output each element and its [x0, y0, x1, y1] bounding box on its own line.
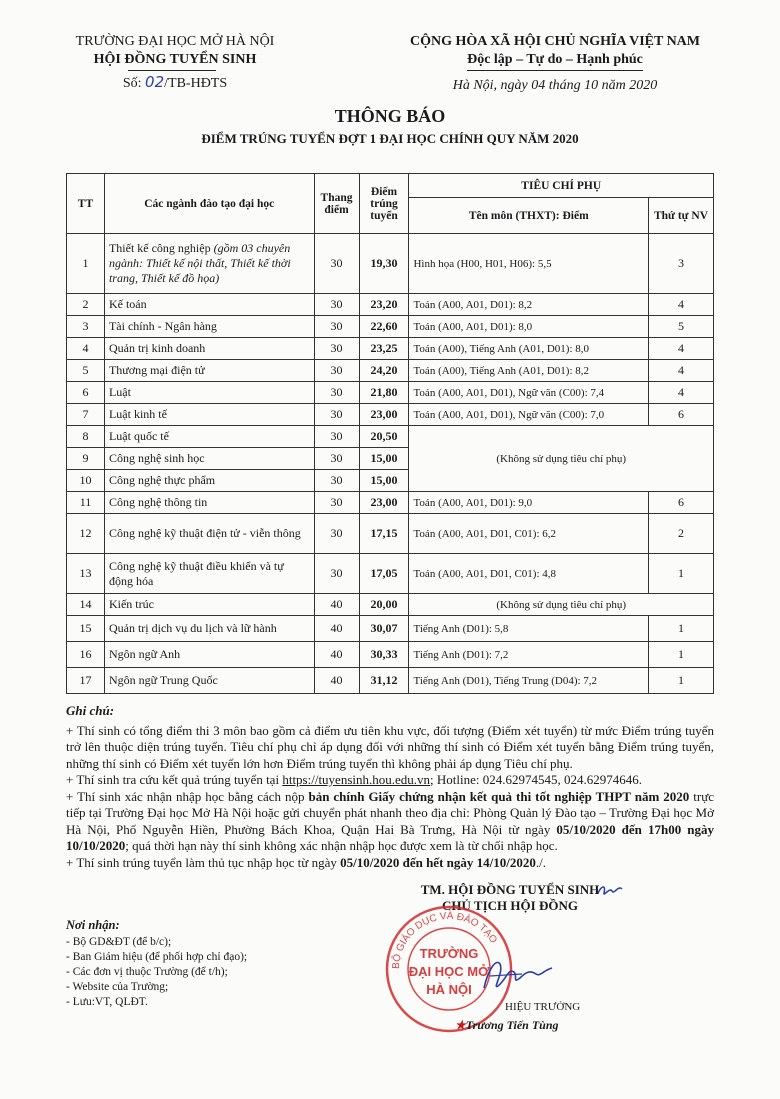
star-icon: ★ — [455, 1018, 466, 1032]
org-council: HỘI ĐỒNG TUYỂN SINH — [93, 52, 257, 67]
national-motto: Độc lập – Tự do – Hạnh phúc — [467, 51, 643, 71]
handwritten-signature-icon — [478, 950, 558, 1000]
admission-score-table — [66, 173, 714, 694]
note-4: + Thí sinh trúng tuyển làm thủ tục nhập học từ ngày 05/10/2020 đến hết ngày 14/10/2020./. — [66, 854, 546, 870]
signature-line1: TM. HỘI ĐỒNG TUYỂN SINH — [420, 882, 600, 897]
notes-title: Ghi chú: — [66, 703, 115, 718]
note-1: + Thí sinh có tổng điểm thi 3 môn bao gồm cả điểm ưu tiên khu vực, đối tượng (Điểm xét tuyển) từ mức Điểm trúng tuyển trở lên thuộc diện trúng tuyển. Tiêu chí phụ chỉ áp dụng đối với những thí sinh có Điểm xét tuyển bằng Điểm trúng tuyển, những thí sinh có Điểm xét tuyển lớn hơn Điểm trúng tuyển thì không phải áp dụng Tiêu chí phụ. — [66, 722, 714, 771]
recipients-title: Nơi nhận: — [66, 918, 120, 932]
table-row: 1 Thiết kế công nghiệp (gồm 03 chuyên ngành: Thiết kế nội thất, Thiết kế thời trang, Thiết kế đồ họa) 30 19,30 Hình họa (H00, H01, H06): 5,5 3 — [67, 234, 714, 294]
table-row: 12 Công nghệ kỹ thuật điện tử - viễn thông 30 17,15 Toán (A00, A01, D01, C01): 6,2 2 — [67, 514, 714, 554]
recipient-item: - Lưu:VT, QLĐT. — [66, 996, 148, 1008]
col-header-major: Các ngành đào tạo đại học — [104, 174, 314, 234]
col-header-priority: Thứ tự NV — [649, 198, 714, 234]
country-name: CỘNG HÒA XÃ HỘI CHỦ NGHĨA VIỆT NAM — [409, 34, 700, 49]
seal-ring-text: BỘ GIÁO DỤC VÀ ĐÀO TẠO — [390, 910, 499, 970]
no-criteria-merged-cell: (Không sử dụng tiêu chí phụ) — [409, 426, 714, 492]
table-row: 6 Luật 30 21,80 Toán (A00, A01, D01), Ngữ văn (C00): 7,4 4 — [67, 382, 714, 404]
table-row: 17 Ngôn ngữ Trung Quốc 40 31,12 Tiếng Anh (D01), Tiếng Trung (D04): 7,2 1 — [67, 668, 714, 694]
col-header-score: Điểm trúng tuyển — [359, 174, 409, 234]
table-row: 2 Kế toán 30 23,20 Toán (A00, A01, D01): 8,2 4 — [67, 294, 714, 316]
recipient-item: - Website của Trường; — [66, 981, 169, 993]
doc-number: Số: 02/TB-HĐTS — [122, 73, 228, 91]
note-2: + Thí sinh tra cứu kết quả trúng tuyển tại https://tuyensinh.hou.edu.vn; Hotline: 024.62974545, 024.62974646. — [66, 772, 642, 787]
signature-line2: CHỦ TỊCH HỘI ĐỒNG — [442, 898, 578, 913]
table-row: 10 Công nghệ thực phẩm 30 15,00 — [67, 470, 714, 492]
document-subtitle: ĐIỂM TRÚNG TUYỂN ĐỢT 1 ĐẠI HỌC CHÍNH QUY NĂM 2020 — [201, 131, 579, 146]
table-row: 4 Quản trị kinh doanh 30 23,25 Toán (A00), Tiếng Anh (A01, D01): 8,0 4 — [67, 338, 714, 360]
seal-text-line1: TRƯỜNG — [419, 946, 479, 961]
major-note: (gồm 03 chuyên ngành: Thiết kế nội thất, Thiết kế thời trang, Thiết kế đồ họa) — [108, 241, 291, 285]
col-header-subject: Tên môn (THXT): Điểm — [409, 198, 649, 234]
header-underline — [128, 70, 216, 71]
col-header-criteria: TIÊU CHÍ PHỤ — [409, 174, 714, 198]
table-row: 15 Quản trị dịch vụ du lịch và lữ hành 40 30,07 Tiếng Anh (D01): 5,8 1 — [67, 616, 714, 642]
org-header — [40, 33, 310, 93]
table-row: 5 Thương mại điện tử 30 24,20 Toán (A00), Tiếng Anh (A01, D01): 8,2 4 — [67, 360, 714, 382]
seal-text-line3: HÀ NỘI — [426, 982, 472, 997]
lookup-link[interactable]: https://tuyensinh.hou.edu.vn — [282, 772, 431, 787]
table-row: 9 Công nghệ sinh học 30 15,00 — [67, 448, 714, 470]
table-row: 3 Tài chính - Ngân hàng 30 22,60 Toán (A00, A01, D01): 8,0 5 — [67, 316, 714, 338]
national-header — [370, 33, 740, 95]
document-date: Hà Nội, ngày 04 tháng 10 năm 2020 — [452, 78, 658, 93]
org-name: TRƯỜNG ĐẠI HỌC MỞ HÀ NỘI — [75, 34, 275, 49]
notes-section — [66, 703, 714, 871]
document-title: THÔNG BÁO — [334, 106, 446, 126]
note-3: + Thí sinh xác nhận nhập học bằng cách nộp bản chính Giấy chứng nhận kết quả thi tốt nghiệp THPT năm 2020 trực tiếp tại Trường Đại học Mở Hà Nội hoặc gửi chuyển phát nhanh theo địa chỉ: Phòng Quản lý Đào tạo – Trường Đại học Mở Hà Nội, Phố Nguyễn Hiền, Phường Bách Khoa, Quận Hai Bà Trưng, Hà Nội từ ngày 05/10/2020 đến 17h00 ngày 10/10/2020; quá thời hạn này thí sinh không xác nhận nhập học được xem là từ chối nhập học. — [66, 788, 715, 853]
table-row: 16 Ngôn ngữ Anh 40 30,33 Tiếng Anh (D01): 7,2 1 — [67, 642, 714, 668]
recipients — [66, 918, 247, 1010]
col-header-tt: TT — [67, 174, 105, 234]
table-row: 14 Kiến trúc 40 20,00 (Không sử dụng tiêu chí phụ) — [67, 594, 714, 616]
recipient-item: - Bộ GD&ĐT (để b/c); — [66, 936, 172, 948]
recipient-item: - Ban Giám hiệu (để phối hợp chỉ đạo); — [66, 951, 248, 963]
recipient-item: - Các đơn vị thuộc Trường (để t/h); — [66, 966, 228, 978]
signer-name: ★Trương Tiến Tùng — [455, 1018, 559, 1032]
signer-position: HIỆU TRƯỞNG — [505, 1001, 581, 1013]
table-row: 13 Công nghệ kỹ thuật điều khiển và tự động hóa 30 17,05 Toán (A00, A01, D01, C01): 4,8 1 — [67, 554, 714, 594]
col-header-scale: Thang điểm — [314, 174, 359, 234]
table-row: 11 Công nghệ thông tin 30 23,00 Toán (A00, A01, D01): 9,0 6 — [67, 492, 714, 514]
table-row: 7 Luật kinh tế 30 23,00 Toán (A00, A01, D01), Ngữ văn (C00): 7,0 6 — [67, 404, 714, 426]
table-row: 8 Luật quốc tế 30 20,50 (Không sử dụng tiêu chí phụ) — [67, 426, 714, 448]
doc-number-handwritten: 02 — [145, 73, 165, 91]
seal-text-line2: ĐẠI HỌC MỞ — [408, 964, 490, 979]
